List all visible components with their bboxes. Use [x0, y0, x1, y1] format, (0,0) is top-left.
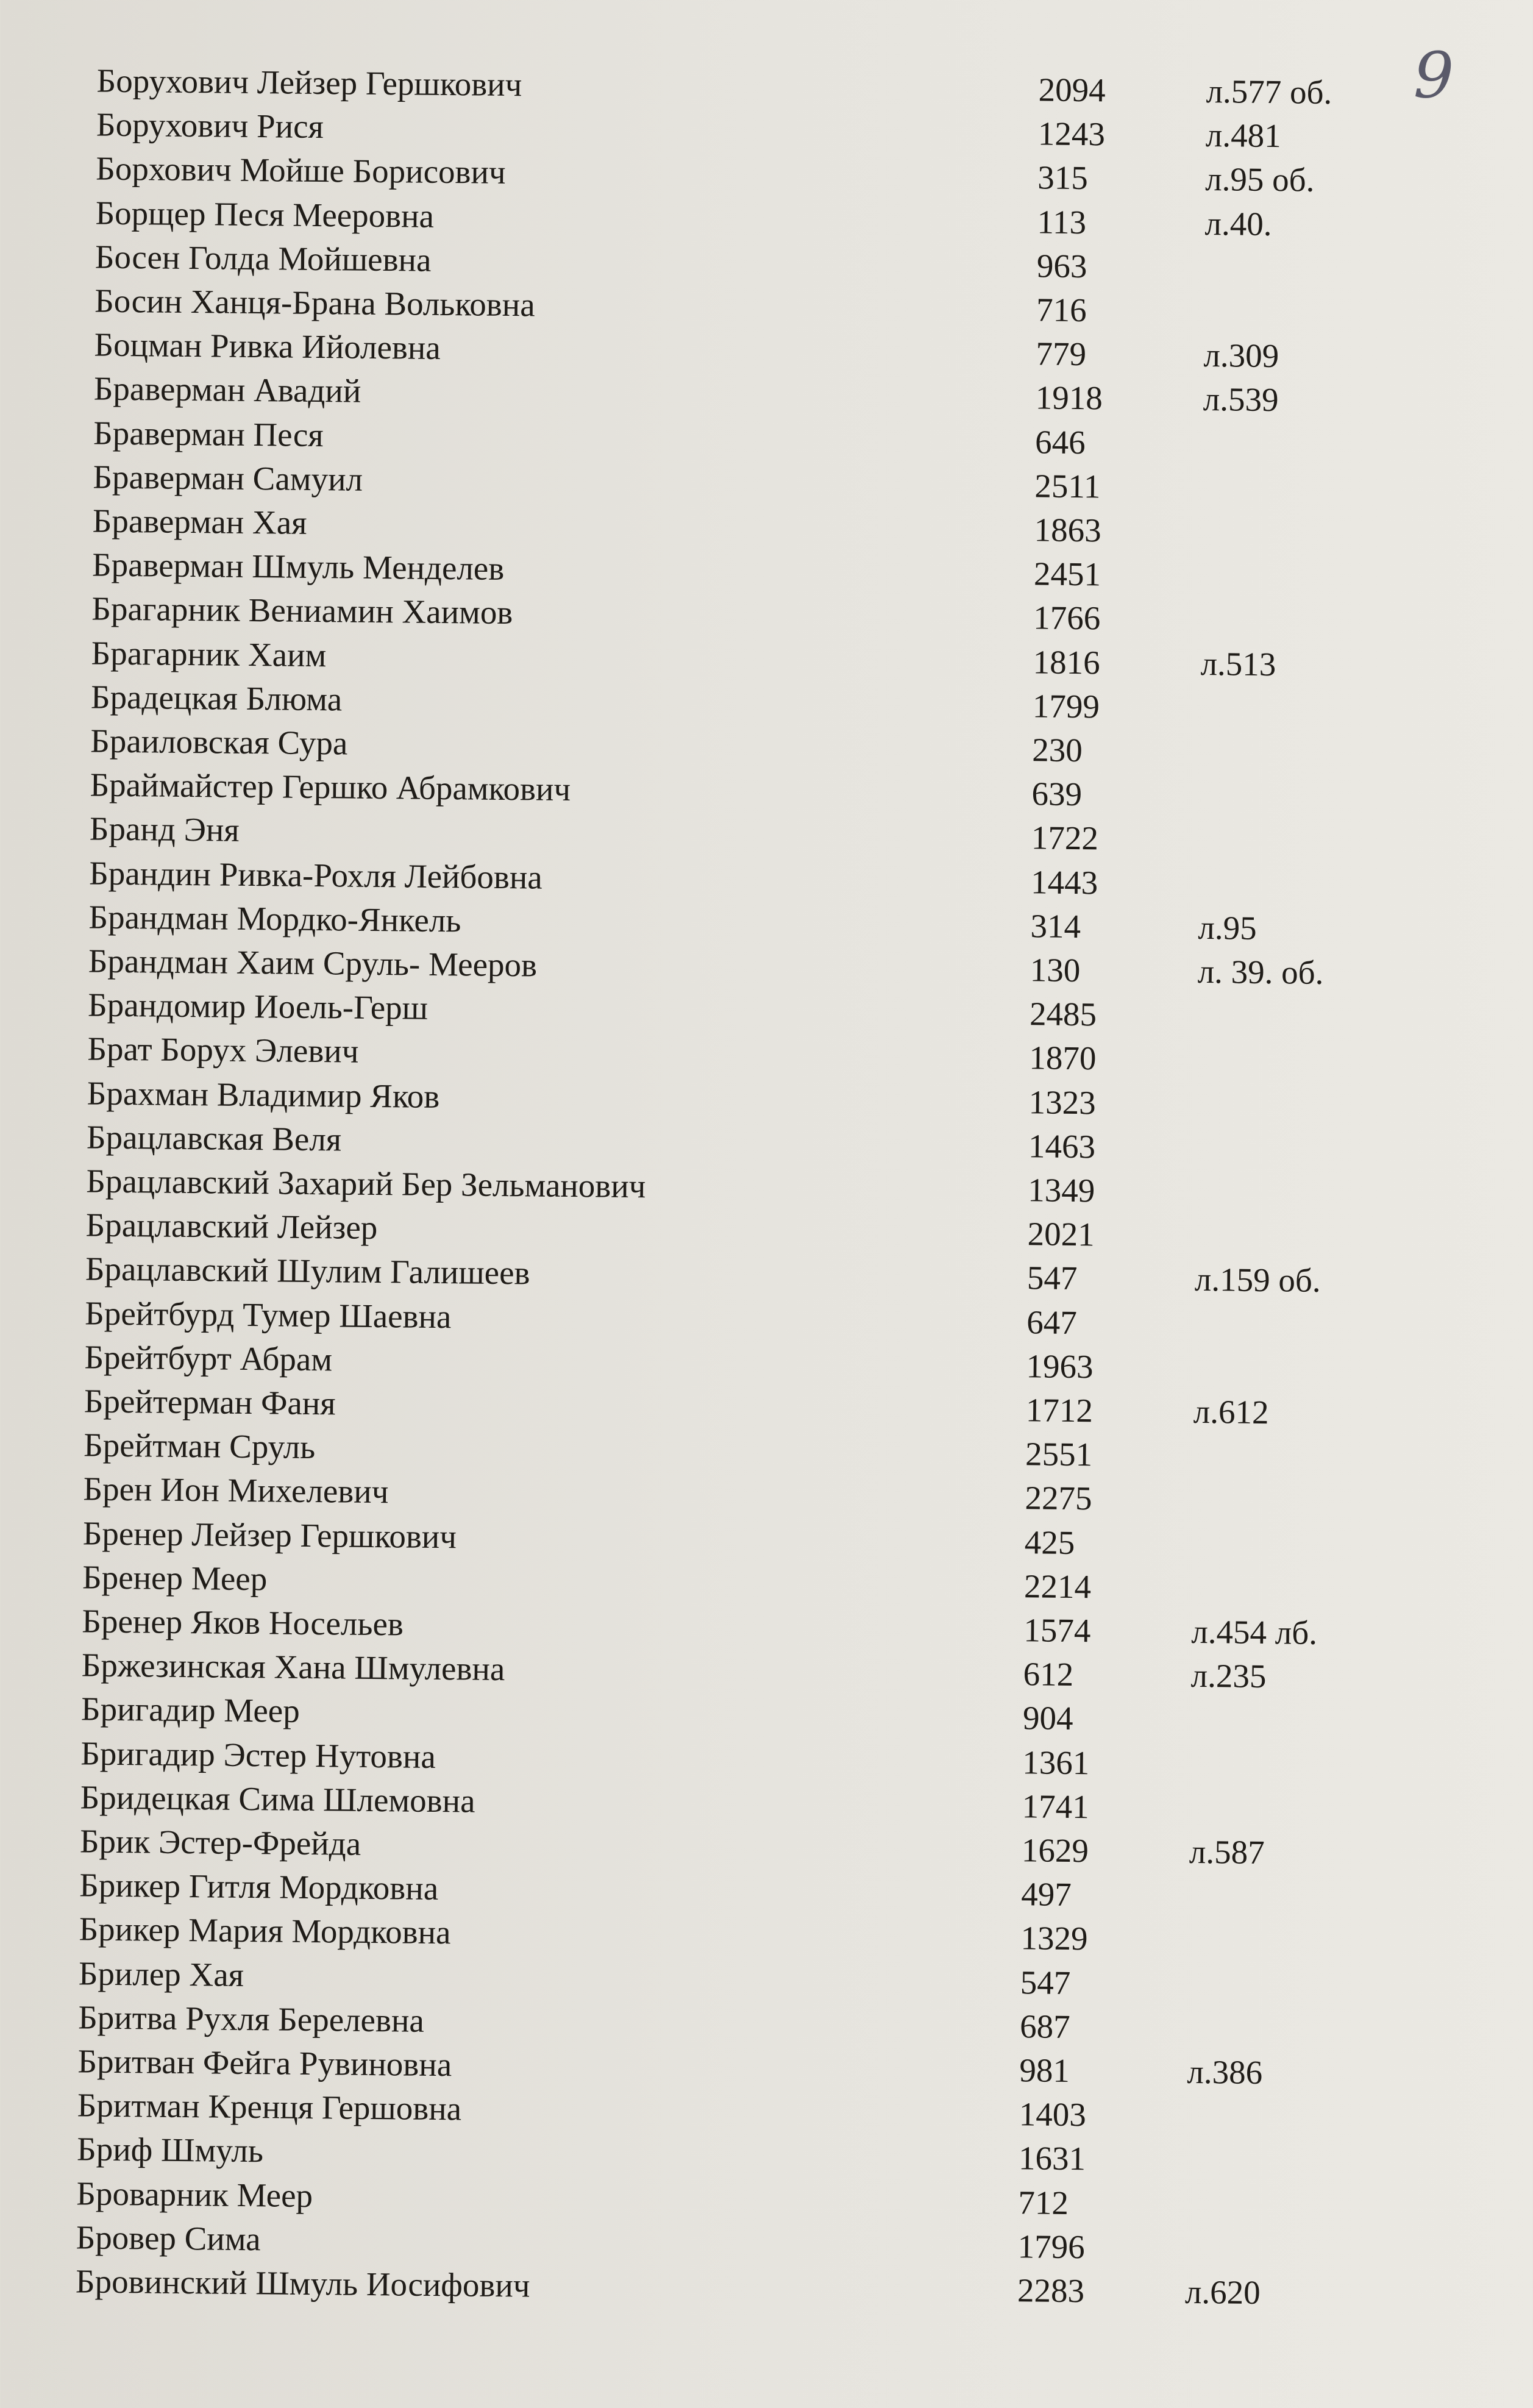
entry-number: 1918 — [1035, 379, 1103, 417]
entry-name: Бранд Эня — [89, 810, 240, 849]
entry-number: 963 — [1036, 247, 1087, 285]
entry-name: Борухович Лейзер Гершкович — [96, 62, 522, 104]
entry-reference: л.513 — [1200, 644, 1276, 683]
entry-name: Брикер Гитля Мордковна — [79, 1866, 439, 1908]
entry-reference: л.309 — [1203, 337, 1279, 375]
entry-name: Босен Голда Мойшевна — [94, 238, 432, 279]
entry-number: 2485 — [1029, 995, 1097, 1033]
entry-number: 1799 — [1032, 687, 1100, 725]
entry-name: Брен Ион Михелевич — [83, 1470, 389, 1511]
entry-number: 547 — [1026, 1259, 1078, 1297]
entry-number: 1349 — [1028, 1171, 1095, 1209]
entry-name: Брат Борух Элевич — [87, 1030, 359, 1070]
entry-name: Боцман Ривка Ийолевна — [94, 326, 441, 367]
entry-name: Бритва Рухля Берелевна — [77, 1998, 425, 2039]
entry-number: 2094 — [1038, 71, 1106, 109]
entry-number: 1741 — [1022, 1787, 1089, 1826]
entry-name: Брикер Мария Мордковна — [79, 1910, 451, 1951]
entry-number: 2551 — [1025, 1435, 1093, 1473]
entry-name: Бригадир Эстер Нутовна — [80, 1734, 436, 1775]
entry-name: Бровер Сима — [76, 2218, 261, 2258]
entry-name: Брацлавский Захарий Бер Зельманович — [86, 1162, 646, 1205]
entry-name: Браймайстер Гершко Абрамкович — [90, 766, 571, 808]
entry-reference: л.577 об. — [1206, 73, 1332, 111]
entry-reference: л.612 — [1193, 1392, 1269, 1431]
entry-reference: л.620 — [1184, 2273, 1261, 2312]
entry-number: 2511 — [1034, 467, 1101, 505]
entry-number: 712 — [1018, 2183, 1069, 2221]
entry-reference: л.454 лб. — [1191, 1612, 1318, 1651]
entry-number: 1722 — [1031, 819, 1099, 857]
entry-number: 981 — [1019, 2051, 1070, 2090]
entry-reference: л. 39. об. — [1197, 952, 1324, 991]
entry-name: Брандман Хаим Сруль- Мееров — [88, 942, 538, 984]
entry-number: 1574 — [1023, 1611, 1091, 1650]
entry-number: 547 — [1020, 1963, 1071, 2001]
entry-number: 1870 — [1029, 1039, 1097, 1077]
entry-reference: л.235 — [1190, 1657, 1267, 1695]
entry-reference: л.539 — [1203, 380, 1279, 419]
entry-name: Бровинский Шмуль Иосифович — [75, 2262, 530, 2304]
entry-number: 230 — [1031, 731, 1083, 769]
entry-name: Браверман Хая — [92, 502, 307, 541]
entry-number: 1403 — [1019, 2095, 1087, 2134]
page-number: 9 — [1413, 38, 1454, 113]
entry-number: 314 — [1030, 907, 1081, 945]
entry-number: 1243 — [1037, 115, 1106, 153]
entry-name: Браверман Авадий — [93, 369, 361, 410]
entry-number: 1863 — [1034, 511, 1102, 549]
entry-reference: л.587 — [1189, 1833, 1265, 1872]
entry-name: Борухович Рися — [96, 105, 324, 146]
entry-number: 130 — [1030, 951, 1081, 989]
entry-name: Брейтман Сруль — [83, 1426, 316, 1466]
entry-number: 1816 — [1033, 643, 1100, 681]
entry-reference: л.95 — [1198, 908, 1257, 947]
entry-number: 1712 — [1025, 1391, 1094, 1430]
entry-name: Бридецкая Сима Шлемовна — [80, 1778, 475, 1820]
entry-number: 646 — [1034, 422, 1086, 461]
entry-name: Брагарник Вениамин Хаимов — [91, 590, 513, 632]
entry-number: 2214 — [1023, 1567, 1092, 1606]
entry-name: Браверман Самуил — [93, 458, 363, 498]
entry-number: 612 — [1023, 1655, 1074, 1694]
entry-number: 113 — [1037, 202, 1087, 241]
entry-name: Браверман Песя — [93, 414, 324, 454]
entry-name: Бритван Фейга Рувиновна — [77, 2042, 452, 2084]
entry-reference: л.159 об. — [1194, 1261, 1321, 1300]
entry-number: 497 — [1020, 1875, 1072, 1914]
entry-number: 687 — [1019, 2007, 1070, 2045]
entry-number: 2021 — [1027, 1215, 1095, 1253]
entry-number: 1631 — [1018, 2139, 1086, 2178]
entry-number: 425 — [1024, 1523, 1075, 1561]
entry-number: 716 — [1036, 291, 1087, 329]
entry-number: 1796 — [1017, 2227, 1085, 2266]
entry-name: Борхович Мойше Борисович — [96, 149, 506, 191]
entry-name: Брейтерман Фаня — [84, 1382, 336, 1422]
entry-number: 1629 — [1021, 1831, 1089, 1870]
entry-number: 2275 — [1025, 1479, 1092, 1517]
entry-name: Брацлавский Шулим Галишеев — [85, 1250, 530, 1292]
entry-name: Бригадир Меер — [80, 1690, 301, 1730]
entry-number: 2451 — [1033, 555, 1101, 593]
entry-name: Бренер Яков Носельев — [82, 1602, 404, 1643]
entry-name: Брацлавский Лейзер — [85, 1206, 378, 1247]
entry-number: 1323 — [1028, 1083, 1097, 1121]
entry-name: Брилер Хая — [78, 1954, 244, 1993]
entry-number: 779 — [1036, 335, 1087, 373]
entry-number: 1766 — [1033, 599, 1101, 637]
entry-reference: л.95 об. — [1204, 160, 1315, 199]
entry-name: Брацлавская Веля — [86, 1118, 342, 1158]
entry-reference: л.386 — [1187, 2053, 1263, 2092]
entry-number: 1361 — [1022, 1743, 1090, 1781]
entry-name: Брейтбурд Тумер Шаевна — [85, 1294, 452, 1335]
entry-name: Брик Эстер-Фрейда — [79, 1822, 361, 1862]
entry-number: 1463 — [1028, 1127, 1096, 1166]
entry-name: Бренер Лейзер Гершкович — [82, 1514, 457, 1555]
entry-number: 1443 — [1030, 863, 1098, 901]
entry-name: Брандман Мордко-Янкель — [88, 898, 461, 939]
entry-reference: л.40. — [1204, 204, 1272, 243]
entry-name: Брагарник Хаим — [91, 634, 327, 674]
entry-number: 2283 — [1017, 2271, 1085, 2310]
entry-name: Бржезинская Хана Шмулевна — [81, 1646, 505, 1688]
entry-name: Брадецкая Блюма — [90, 678, 343, 718]
entry-reference: л.481 — [1205, 116, 1281, 155]
entry-number: 639 — [1031, 775, 1083, 813]
entry-name: Брахман Владимир Яков — [87, 1074, 440, 1115]
entry-number: 904 — [1022, 1699, 1073, 1737]
entry-name: Бренер Меер — [82, 1558, 268, 1598]
entry-name: Борщер Песя Мееровна — [95, 194, 435, 235]
entry-number: 1963 — [1026, 1347, 1094, 1386]
entry-number: 1329 — [1020, 1919, 1088, 1957]
entry-name: Браверман Шмуль Менделев — [91, 546, 505, 588]
entry-name: Бритман Кренця Гершовна — [77, 2086, 462, 2128]
entry-name: Брандин Ривка-Рохля Лейбовна — [88, 854, 543, 896]
entry-name: Браиловская Сура — [90, 722, 348, 762]
entry-number: 315 — [1037, 159, 1089, 197]
entry-name: Броварник Меер — [76, 2174, 313, 2214]
entry-name: Брейтбурт Абрам — [84, 1338, 333, 1378]
entry-name: Бриф Шмуль — [76, 2130, 264, 2170]
entry-name: Брандомир Иоель-Герш — [87, 986, 429, 1027]
entry-number: 647 — [1026, 1303, 1078, 1341]
entry-name: Босин Ханця-Брана Вольковна — [94, 282, 535, 324]
